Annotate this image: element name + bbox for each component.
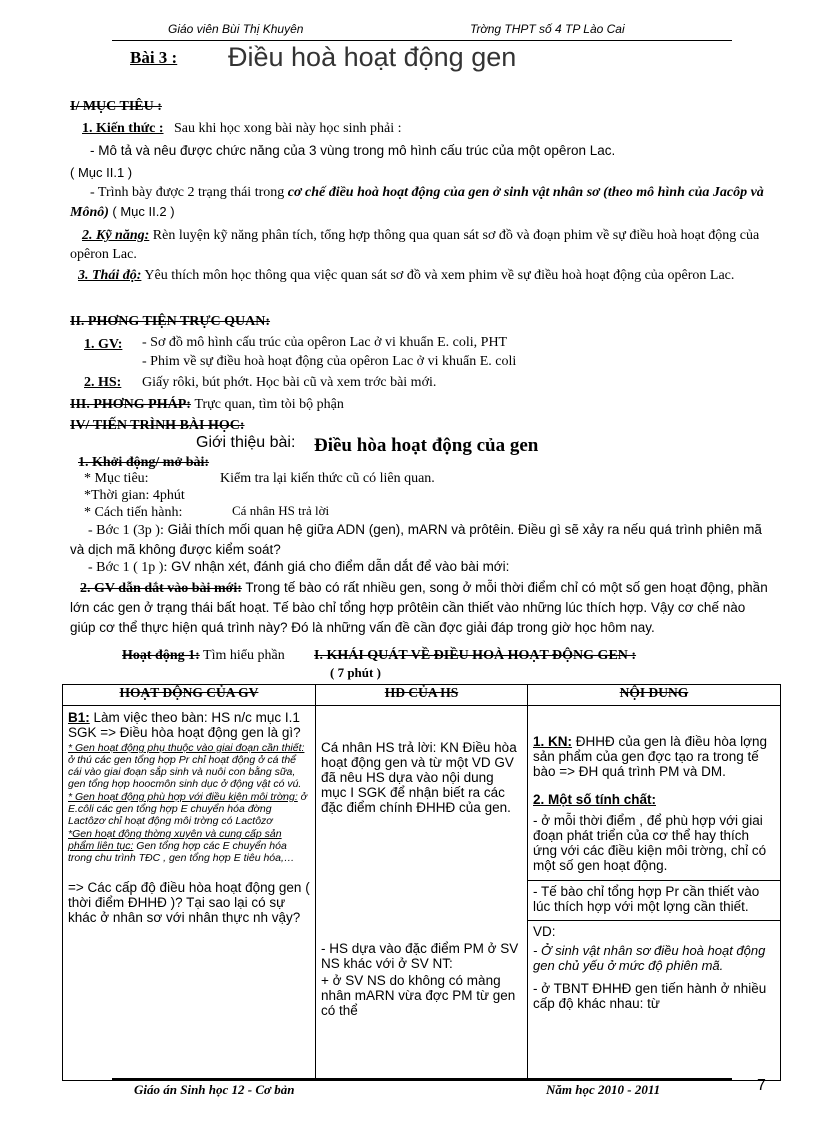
step-2-text: GV nhận xét, đánh giá cho điểm dẫn dắt để vào bài mới: <box>167 559 510 574</box>
eukaryote-regulation: - ở TBNT ĐHHĐ gen tiến hành ở nhiều cấp độ khác nhau: từ <box>533 981 767 1011</box>
method-text: Cá nhân HS trả lời <box>232 503 330 518</box>
concept-text <box>533 734 775 779</box>
teacher-activity-cell <box>63 706 316 1081</box>
section-process-heading: IV/ TIẾN TRÌNH BÀI HỌC: <box>70 418 245 433</box>
note-3-text: Gen tổng hợp các E chuyển hóa trong chu trình TĐC , gen tổng hợp E tiêu hóa,… <box>68 840 295 864</box>
header-teacher-activity: HOẠT ĐỘNG CỦA GV <box>63 685 316 706</box>
methods-text: Trực quan, tìm tòi bộ phận <box>194 397 344 412</box>
attitude-label: 3. Thái độ: <box>78 268 142 283</box>
step-1-label: - Bớc 1 (3p ): <box>88 523 164 538</box>
activity-1-line <box>122 648 285 664</box>
note-1-text: ở thú các gen tổng hợp Pr chỉ hoạt động ở cá thể cái vào giai đoạn sắp sinh và nuôi con bằng sữa, gen tổng hợp hoocmôn sinh dục ở động vật có vú. <box>68 754 302 790</box>
intro-label: Giới thiệu bài: <box>196 434 296 451</box>
knowledge-item-2 <box>70 183 770 222</box>
step-2-line <box>88 559 509 576</box>
methods-heading: III. PHƠNG PHÁP: <box>70 397 191 412</box>
knowledge-item-2-bold: cơ chế điều hoà hoạt động của gen ở sinh vật nhân sơ (theo mô hình của Jacôp và Mônô) <box>70 185 764 220</box>
lesson-number: Bài 3 : <box>130 48 178 67</box>
property-2: - Tế bào chỉ tổng hợp Pr cần thiết vào lúc thích hợp với một lợng cần thiết. <box>528 880 780 914</box>
student-materials-text: Giấy rôki, bút phớt. Học bài cũ và xem trớc bài mới. <box>142 375 437 390</box>
lead-in-text: Trong tế bào có rất nhiều gen, song ở mỗi thời điểm chỉ có một số gen hoạt động, phần lớn các gen ở trạng thái bất hoạt. Tế bào chỉ tổng hợp prôtêin cần thiết vào những lúc thích hợp. Vậy cơ chế nào giúp cơ thể thực hiện quá trình này? Đó là những vấn đề cần đợc giải đáp trong giờ học hôm nay. <box>70 580 768 635</box>
properties-label: 2. Một số tính chất: <box>533 792 656 807</box>
student-answer-2: - HS dựa vào đặc điểm PM ở SV NS khác với ở SV NT: <box>321 941 519 971</box>
levels-question: => Các cấp độ điều hòa hoạt động gen ( thời điểm ĐHHĐ )? Tại sao lại có sự khác ở nhân sơ với nhân thực nh vậy? <box>68 880 310 925</box>
activity-table <box>62 684 781 1081</box>
goal-text: Kiểm tra lại kiến thức cũ có liên quan. <box>220 471 435 486</box>
header-content: NỘI DUNG <box>528 685 781 706</box>
header-teacher: Giáo viên Bùi Thị Khuyên <box>168 22 304 36</box>
method-label: * Cách tiến hành: <box>84 505 183 520</box>
teacher-materials-item-2: - Phim về sự điều hoà hoạt động của opêron Lac ở vi khuẩn E. coli <box>142 354 517 369</box>
student-answer-3: + ở SV NS do không có màng nhân mARN vừa đợc PM từ gen có thể <box>321 973 516 1018</box>
teacher-materials-item-1: - Sơ đồ mô hình cấu trúc của opêron Lac ở vi khuẩn E. coli, PHT <box>142 335 508 350</box>
footer-rule <box>112 1078 732 1080</box>
section-objectives-heading: I/ MỤC TIÊU : <box>70 99 162 114</box>
header-rule <box>112 40 732 41</box>
note-3-label: *Gen hoạt động thờng xuyên và cung cấp sản phẩm liên tục: <box>68 828 282 852</box>
lead-in-label: 2. GV dẫn dắt vào bài mới: <box>80 581 242 596</box>
activity-1-time: ( 7 phút ) <box>330 665 381 680</box>
note-2-text: ở E.côli các gen tổng hợp E chuyển hóa đờng Lactôzơ chỉ hoạt động môi trờng có Lactôzơ <box>68 791 308 827</box>
teacher-materials-label: 1. GV: <box>84 337 123 352</box>
attitude-paragraph <box>70 266 770 285</box>
note-2 <box>68 791 310 827</box>
methods-line <box>70 397 344 413</box>
step-1-paragraph <box>70 520 770 560</box>
knowledge-item-2-ref: ( Mục II.2 ) <box>112 204 175 219</box>
concept-label: 1. KN: <box>533 734 573 749</box>
knowledge-item-1-ref: ( Mục II.1 ) <box>70 165 133 180</box>
content-cell <box>528 706 781 1081</box>
lead-in-paragraph <box>70 578 770 638</box>
skills-paragraph <box>70 226 770 264</box>
example-text: - Ở sinh vật nhân sơ điều hoà hoạt động gen chủ yếu ở mức độ phiên mã. <box>533 943 766 973</box>
page-number: 7 <box>757 1077 766 1094</box>
time-line: *Thời gian: 4phút <box>84 488 185 503</box>
header-student-activity: HĐ CỦA HS <box>316 685 528 706</box>
lesson-title: Điều hoà hoạt động gen <box>228 42 517 72</box>
warmup-heading: 1. Khởi động/ mở bài: <box>78 455 210 470</box>
b1-text <box>68 710 310 740</box>
skills-label: 2. Kỹ năng: <box>82 228 150 243</box>
example-label: VD: <box>528 920 780 939</box>
footer-left: Giáo án Sinh học 12 - Cơ bản <box>134 1082 295 1097</box>
note-1 <box>68 742 310 790</box>
activity-1-label: Hoạt động 1: <box>122 648 200 663</box>
knowledge-label: 1. Kiến thức : <box>82 121 164 136</box>
knowledge-item-1: - Mô tả và nêu được chức năng của 3 vùng trong mô hình cấu trúc của một opêron Lac. <box>90 143 616 158</box>
property-1: - ở mỗi thời điểm , để phù hợp với giai đoạn phát triển của cơ thể hay thích ứng với các điều kiện môi trờng, chỉ có một số gen hoạt động. <box>533 813 767 873</box>
note-3 <box>68 828 310 864</box>
header-school: Trờng THPT số 4 TP Lào Cai <box>470 22 625 36</box>
intro-title: Điều hòa hoạt động của gen <box>314 435 539 456</box>
student-materials-label: 2. HS: <box>84 375 122 390</box>
note-2-label: * Gen hoạt động phù hợp với điều kiện môi trờng: <box>68 791 298 803</box>
knowledge-line <box>82 121 401 137</box>
step-1-text: Giải thích mối quan hệ giữa ADN (gen), mARN và prôtêin. Điều gì sẽ xảy ra nếu quá trình phiên mã và dịch mã không được kiểm soát? <box>70 522 762 557</box>
student-activity-cell <box>316 706 528 1081</box>
activity-1-part: I. KHÁI QUÁT VỀ ĐIỀU HOÀ HOẠT ĐỘNG GEN : <box>314 648 637 663</box>
student-answer-1: Cá nhân HS trả lời: KN Điều hòa hoạt động gen và từ một VD GV đã nêu HS dựa vào nội dung mục I SGK để nhận biết ra các đặc điểm chính ĐHHĐ của gen. <box>321 740 517 815</box>
attitude-text: Yêu thích môn học thông qua việc quan sát sơ đồ và xem phim về sự điều hoà hoạt động của opêron Lac. <box>141 268 735 283</box>
goal-label: * Mục tiêu: <box>84 471 149 486</box>
knowledge-intro: Sau khi học xong bài này học sinh phải : <box>174 121 402 136</box>
knowledge-item-2-text: - Trình bày được 2 trạng thái trong <box>90 185 288 200</box>
section-materials-heading: II. PHƠNG TIỆN TRỰC QUAN: <box>70 314 271 329</box>
note-1-label: * Gen hoạt động phụ thuộc vào giai đoạn cần thiết: <box>68 742 305 754</box>
footer-right: Năm học 2010 - 2011 <box>546 1082 661 1097</box>
activity-1-text: Tìm hiểu phần <box>199 648 285 663</box>
concept-body: ĐHHĐ của gen là điều hòa lợng sản phẩm của gen đợc tạo ra trong tế bào => ĐH quá trình PM và DM. <box>533 734 767 779</box>
step-2-label: - Bớc 1 ( 1p ): <box>88 560 168 575</box>
b1-body: Làm việc theo bàn: HS n/c mục I.1 SGK => Điều hòa hoạt động gen là gì? <box>68 710 301 740</box>
b1-label: B1: <box>68 710 90 725</box>
skills-text: Rèn luyện kỹ năng phân tích, tổng hợp thông qua quan sát sơ đồ và đoạn phim về sự điều hoà hoạt động của opêron Lac. <box>70 228 760 262</box>
